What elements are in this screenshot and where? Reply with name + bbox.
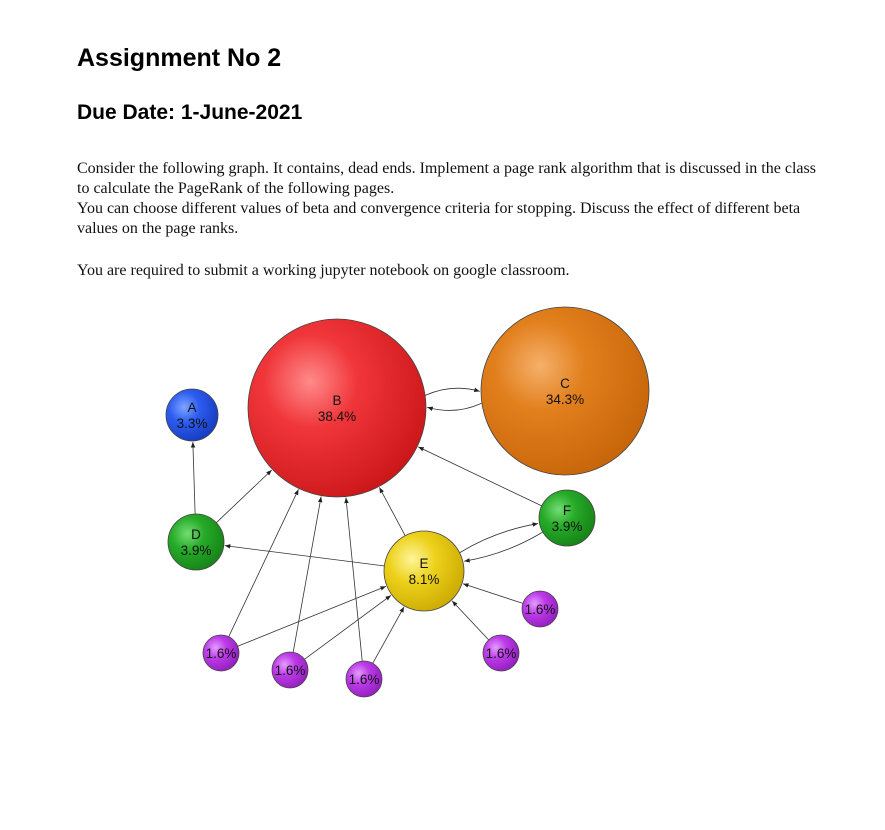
node-circle-b	[248, 319, 426, 497]
node-circle-e	[384, 531, 464, 611]
node-value-p4: 1.6%	[485, 646, 517, 661]
node-circle-f	[539, 490, 595, 546]
edge-f-to-e	[464, 532, 542, 561]
graph-node-d	[168, 514, 224, 570]
node-name-c: C	[560, 376, 570, 391]
edge-p5-to-e	[463, 584, 523, 604]
graph-node-a	[166, 389, 218, 441]
graph-node-e	[384, 531, 464, 611]
node-value-d: 3.9%	[180, 543, 212, 558]
edge-p2-to-e	[304, 595, 391, 659]
graph-node-p4	[483, 635, 519, 671]
edge-p3-to-e	[373, 607, 404, 663]
node-value-f: 3.9%	[551, 519, 583, 534]
graph-node-p2	[272, 652, 308, 688]
node-value-a: 3.3%	[176, 416, 208, 431]
edge-c-to-b	[427, 403, 481, 410]
node-value-c: 34.3%	[545, 392, 585, 407]
graph-node-c	[481, 307, 649, 475]
node-name-e: E	[419, 556, 429, 571]
node-value-p5: 1.6%	[524, 602, 556, 617]
edge-e-to-f	[460, 524, 538, 553]
node-name-f: F	[562, 503, 572, 518]
graph-node-p1	[203, 635, 239, 671]
due-date-heading: Due Date: 1-June-2021	[77, 101, 303, 124]
instruction-paragraph-2: You can choose different values of beta and convergence criteria for stopping. Discuss the effect of different beta values on the page ranks.	[77, 200, 801, 237]
assignment-title: Assignment No 2	[77, 44, 282, 72]
node-name-d: D	[191, 527, 201, 542]
instruction-paragraph-3: You are required to submit a working jupyter notebook on google classroom.	[77, 262, 570, 279]
graph-node-p5	[522, 591, 558, 627]
node-circle-c	[481, 307, 649, 475]
instruction-paragraph-1: Consider the following graph. It contains, dead ends. Implement a page rank algorithm that is discussed in the class to calculate the PageRank of the following pages.	[77, 160, 816, 197]
node-value-p2: 1.6%	[274, 663, 306, 678]
graph-node-b	[248, 319, 426, 497]
node-circle-d	[168, 514, 224, 570]
edge-e-to-b	[379, 487, 405, 535]
node-circle-a	[166, 389, 218, 441]
edge-b-to-c	[425, 388, 479, 395]
edge-e-to-d	[225, 546, 385, 566]
graph-node-f	[539, 490, 595, 546]
node-value-b: 38.4%	[317, 409, 357, 424]
edge-p1-to-b	[229, 489, 299, 636]
graph-node-p3	[346, 661, 382, 697]
edge-d-to-a	[193, 442, 195, 514]
node-name-a: A	[187, 400, 197, 415]
node-name-b: B	[332, 393, 342, 408]
edge-p4-to-e	[452, 601, 489, 640]
node-value-e: 8.1%	[408, 572, 440, 587]
edge-d-to-b	[216, 470, 271, 523]
edge-p2-to-b	[293, 497, 321, 653]
node-value-p1: 1.6%	[205, 646, 237, 661]
edge-p3-to-b	[346, 498, 362, 662]
edge-p1-to-e	[238, 586, 386, 646]
node-value-p3: 1.6%	[348, 672, 380, 687]
